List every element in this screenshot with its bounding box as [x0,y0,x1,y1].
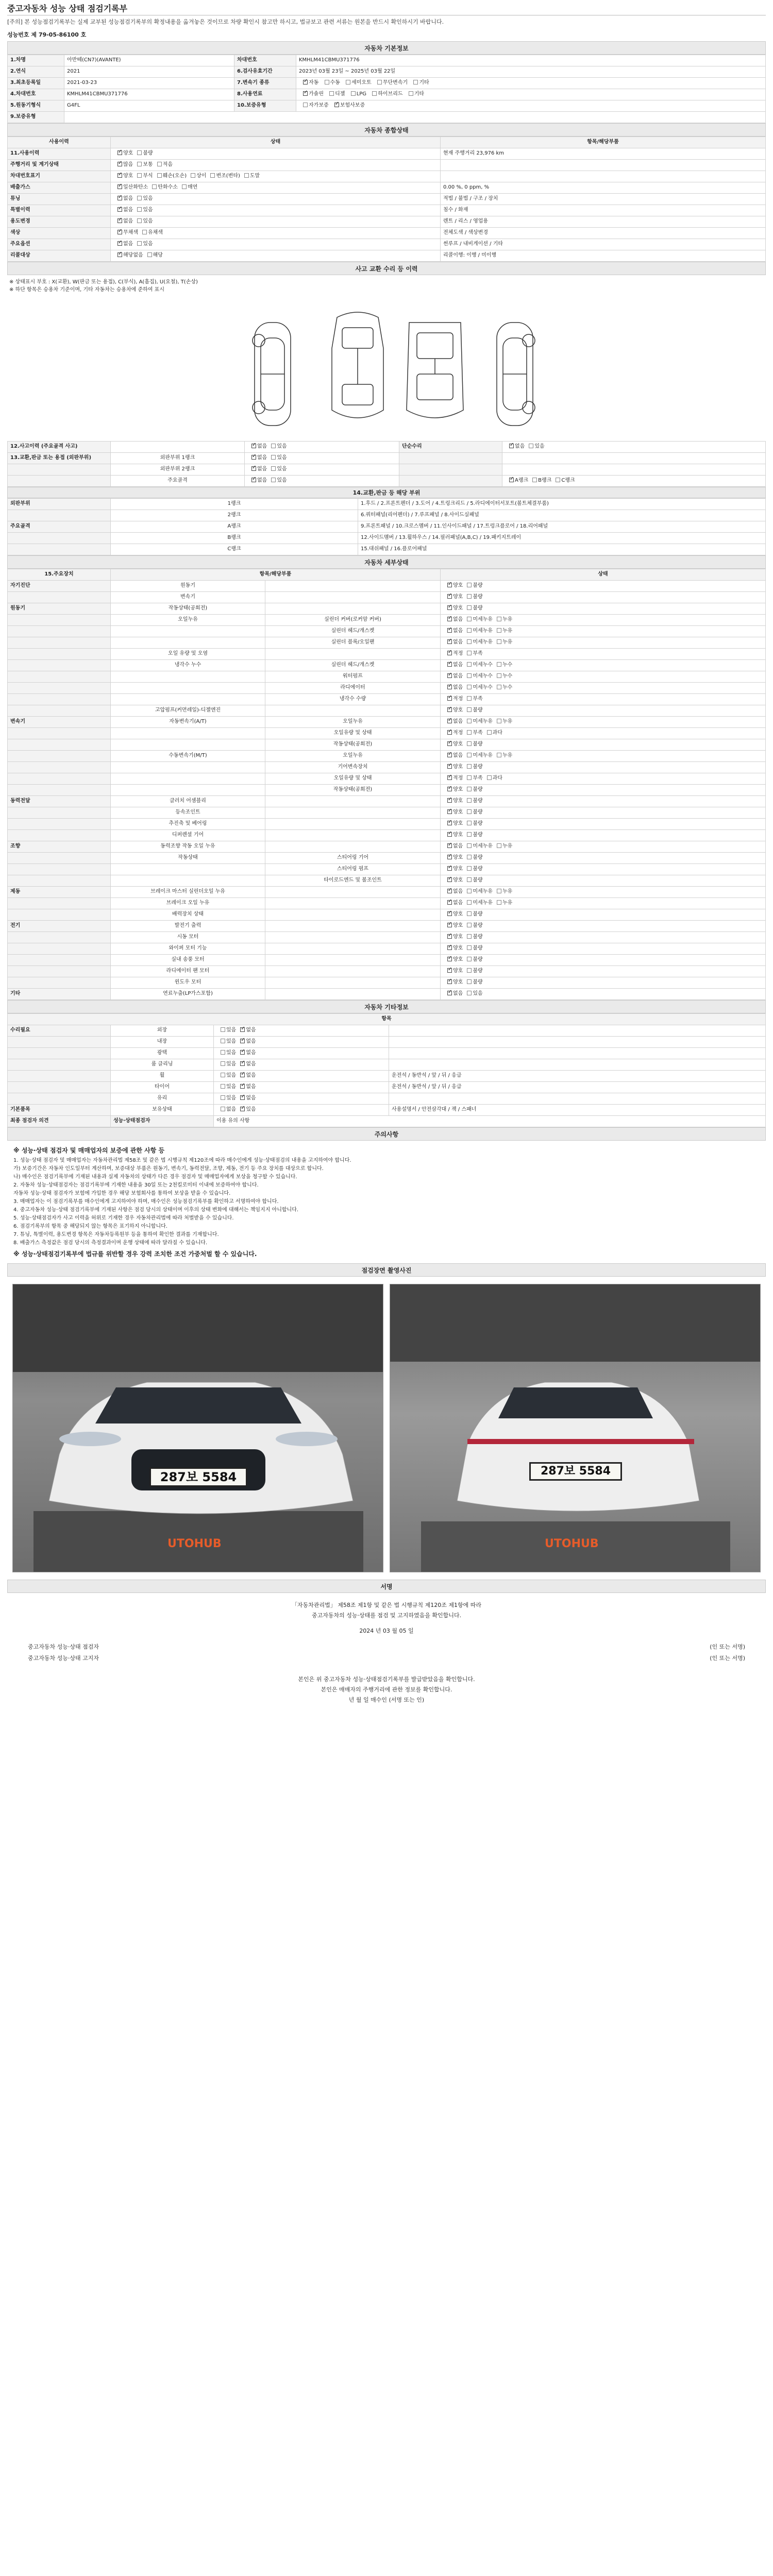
detail-row: 디퍼렌셜 기어 ✓ 양호 불량 [8,830,766,841]
checkbox-checked-icon [117,252,122,257]
detail-row: 제동 브레이크 마스터 실린더오일 누유 ✓ 없음 미세누유 누유 [8,887,766,898]
fuel-options: ✓ 가솔린 디젤 LPG 하이브리드 기타 [296,89,766,100]
photo-area [7,1277,766,1580]
caution-line: 자동차 성능·상태 점검자가 보험에 가입한 경우 해당 보험회사를 통하여 보상을 받을 수 있습니다. [13,1191,231,1196]
checkbox-checked-icon [447,662,452,667]
checkbox-icon [467,639,472,644]
basic-row-first-reg: 3.최초등록일 2021-03-23 7.변속기 종류 ✓ 자동 수동 세미오토 무단변속기 기타 [8,78,766,89]
checkbox-checked-icon [447,877,452,882]
general-state-table [7,137,766,262]
checkbox-checked-icon [334,103,339,107]
checkbox-icon [487,730,492,735]
checkbox-checked-icon [251,455,256,460]
checkbox-icon [467,741,472,746]
checkbox-icon [221,1039,225,1043]
general-row: 용도변경 ✓ 없음 있음 렌트 / 리스 / 영업용 [8,216,766,228]
checkbox-checked-icon [447,753,452,757]
checkbox-icon [532,478,537,482]
checkbox-icon [497,685,501,689]
checkbox-checked-icon [251,466,256,471]
checkbox-checked-icon [447,787,452,791]
checkbox-checked-icon [117,184,122,189]
checkbox-checked-icon [509,444,514,448]
checkbox-checked-icon [447,696,452,701]
checkbox-icon [210,173,215,178]
checkbox-checked-icon [447,991,452,995]
checkbox-icon [191,173,195,178]
checkbox-icon [497,617,501,621]
general-row: 주행거리 및 계기상태 ✓ 많음 보통 적음 [8,160,766,171]
detail-row: 원동기 작동상태(공회전) ✓ 양호 불량 [8,603,766,615]
certificate-number: 성능번호 제 79-05-86100 호 [7,31,87,38]
detail-row: 실내 송풍 모터 ✓ 양호 불량 [8,955,766,966]
car-front-photo-icon [13,1284,383,1572]
checkbox-icon [467,662,472,667]
detail-row: 브레이크 오일 누유 ✓ 없음 미세누유 누유 [8,898,766,909]
checkbox-icon [137,173,142,178]
checkbox-icon [346,80,350,84]
caution-line: 1. 성능·상태 점검자 및 매매업자는 자동차관리법 제58조 및 같은 법 시행규칙 제120조에 따라 매수인에게 성능·상태점검의 내용을 고지하여야 합니다. [13,1158,351,1163]
checkbox-icon [497,719,501,723]
basic-row-year: 2.연식 2021 6.검사유효기간 2023년 03월 23일 ~ 2025년 03월 22일 [8,66,766,78]
general-state-body [8,148,766,262]
inspection-logo-rear: UTOHUB [545,1537,599,1550]
checkbox-icon [221,1084,225,1089]
checkbox-checked-icon [447,583,452,587]
checkbox-checked-icon [447,628,452,633]
detail-row: 와이퍼 모터 기능 ✓ 양호 불량 [8,943,766,955]
detail-row: 냉각수 누수 실린더 헤드/개스켓 ✓ 없음 미세누수 누수 [8,660,766,671]
damage-part-row: 주요골격 A랭크 9.프론트패널 / 10.크로스멤버 / 11.인사이드패널 / 17.트렁크플로어 / 18.리어패널 [8,521,766,533]
detail-row: 변속기 자동변속기(A/T) 오일누유 ✓ 없음 미세누유 누유 [8,717,766,728]
checkbox-icon [137,162,142,166]
checkbox-icon [467,719,472,723]
damage-row: 13.교환,판금 또는 용접 (외판부위) 외판부위 1랭크 ✓ 없음 있음 [8,453,766,464]
checkbox-icon [467,730,472,735]
basic-row-engine: 5.원동기형식 G4FL 10.보증유형 자가보증 ✓ 보험사보증 [8,100,766,112]
checkbox-icon [147,252,152,257]
checkbox-icon [137,207,142,212]
checkbox-checked-icon [240,1039,245,1043]
checkbox-icon [221,1073,225,1077]
checkbox-icon [467,753,472,757]
checkbox-icon [271,444,276,448]
checkbox-checked-icon [447,617,452,621]
signature-date: 2024 년 03 월 05 일 [359,1628,414,1634]
other-row: 기본품목 보유상태 없음✓ 있음 사용설명서 / 안전삼각대 / 잭 / 스패너 [8,1105,766,1116]
checkbox-checked-icon [447,957,452,961]
checkbox-icon [137,196,142,200]
checkbox-icon [467,673,472,678]
checkbox-icon [467,628,472,633]
checkbox-icon [244,173,249,178]
signature-inspector-row: 중고자동차 성능·상태 점검자 (인 또는 서명) [28,1643,745,1650]
detail-row: 기타 연료누출(LP가스포함) ✓ 없음 있음 [8,989,766,1000]
checkbox-checked-icon [447,923,452,927]
checkbox-checked-icon [447,651,452,655]
caution-line: 8. 배출가스 측정값은 점검 당시의 측정결과이며 운행 상태에 따라 달라질 수 있습니다. [13,1240,208,1246]
detail-row: 작동상태(공회전) ✓ 양호 불량 [8,785,766,796]
checkbox-icon [142,230,147,234]
checkbox-checked-icon [303,91,308,96]
checkbox-icon [467,617,472,621]
other-info-table [7,1013,766,1127]
other-row: 수리필요 외장 있음✓ 없음 [8,1025,766,1037]
caution-line: 3. 매매업자는 이 점검기록부를 매수인에게 고지하여야 하며, 매수인은 성능점검기록부를 확인하고 서명하여야 합니다. [13,1199,279,1205]
checkbox-checked-icon [509,478,514,482]
checkbox-icon [152,184,157,189]
checkbox-icon [467,979,472,984]
document-notice: [주의] 본 성능점검기록부는 실제 교부된 성능점검기록부의 확정내용을 옮겨놓은 것이므로 차량 확인시 참고만 하시고, 법규보고 관련 서류는 원본을 반드시 확인하시기 바랍니다. [7,19,444,25]
checkbox-icon [409,91,413,96]
checkbox-checked-icon [117,241,122,246]
checkbox-checked-icon [447,934,452,939]
detail-row: 워터펌프 ✓ 없음 미세누수 누수 [8,671,766,683]
general-row: 11.사용이력 ✓ 양호 불량 현재 주행거리 23,976 km [8,148,766,160]
basic-row-vin: 4.차대번호 KMHLM41CBMU371776 8.사용연료 ✓ 가솔린 디젤 LPG 하이브리드 기타 [8,89,766,100]
checkbox-checked-icon [117,196,122,200]
checkbox-icon [467,605,472,610]
checkbox-checked-icon [240,1095,245,1100]
checkbox-checked-icon [447,821,452,825]
detail-row: 기어변속장치 ✓ 양호 불량 [8,762,766,773]
checkbox-checked-icon [447,809,452,814]
caution-line: 4. 중고자동차 성능·상태 점검기록부에 기재된 사항은 점검 당시의 상태이며 이후의 상태 변화에 대해서는 책임지지 아니합니다. [13,1207,299,1213]
checkbox-checked-icon [240,1073,245,1077]
checkbox-checked-icon [117,207,122,212]
detail-row: 실린더 헤드/개스켓 ✓ 없음 미세누유 누유 [8,626,766,637]
checkbox-icon [467,696,472,701]
checkbox-icon [529,444,533,448]
checkbox-icon [497,639,501,644]
caution-line: 5. 성능·상태점검자가 사고 이력을 허위로 기재한 경우 자동차관리법에 따라 처벌받을 수 있습니다. [13,1215,234,1221]
checkbox-checked-icon [447,707,452,712]
checkbox-checked-icon [117,218,122,223]
checkbox-icon [467,843,472,848]
inspection-logo-front: UTOHUB [167,1537,222,1550]
checkbox-icon [329,91,334,96]
detail-row: 시동 모터 ✓ 양호 불량 [8,932,766,943]
caution-line: 7. 튜닝, 특별이력, 용도변경 항목은 자동차등록원부 등을 통하여 확인한 결과를 기재합니다. [13,1232,219,1238]
checkbox-icon [137,218,142,223]
checkbox-checked-icon [447,900,452,905]
detail-row: 냉각수 수량 ✓ 적정 부족 [8,694,766,705]
detail-row: 윈도우 모터 ✓ 양호 불량 [8,977,766,989]
car-diagram [7,297,766,441]
checkbox-checked-icon [447,639,452,644]
detail-row: 변속기 ✓ 양호 불량 [8,592,766,603]
general-row: 차대번호표기 ✓ 양호 부식 훼손(오손) 상이 변조(변타) 도말 [8,171,766,182]
checkbox-icon [377,80,382,84]
car-left-side-icon [253,323,291,426]
damage-parts-body [8,499,766,555]
checkbox-checked-icon [251,478,256,482]
checkbox-checked-icon [447,605,452,610]
checkbox-icon [467,968,472,973]
detail-row: 추진축 및 베어링 ✓ 양호 불량 [8,819,766,830]
detail-row: 조향 동력조향 작동 오일 누유 ✓ 없음 미세누유 누유 [8,841,766,853]
detail-row: 오일유량 및 상태 ✓ 적정 부족 과다 [8,728,766,739]
general-row: 튜닝 ✓ 없음 있음 적법 / 불법 / 구조 / 장치 [8,194,766,205]
checkbox-icon [467,685,472,689]
car-right-side-icon [497,323,535,426]
damage-row: 외판부위 2랭크 ✓ 없음 있음 [8,464,766,476]
general-row: 배출가스 ✓ 일산화탄소 탄화수소 매연 0.00 %, 0 ppm, % [8,182,766,194]
section-basic-info: 자동차 기본정보 [7,41,766,55]
checkbox-checked-icon [447,685,452,689]
checkbox-icon [137,241,142,246]
checkbox-icon [271,455,276,460]
checkbox-icon [467,651,472,655]
detail-state-table [7,569,766,1000]
general-head-row: 사용이력 상태 항목/해당부품 [8,137,766,148]
checkbox-icon [351,91,356,96]
car-top-front-icon [332,312,383,418]
checkbox-icon [467,889,472,893]
checkbox-checked-icon [117,162,122,166]
detail-row: 오일유량 및 상태 ✓ 적정 부족 과다 [8,773,766,785]
detail-row: 등속조인트 ✓ 양호 불량 [8,807,766,819]
section-damage-history: 사고 교환 수리 등 이력 [7,262,766,275]
damage-row: 주요골격 ✓ 없음 있음 ✓ A랭크 B랭크 C랭크 [8,476,766,487]
checkbox-checked-icon [447,832,452,837]
checkbox-icon [467,945,472,950]
general-row: 특별이력 ✓ 없음 있음 침수 / 화재 [8,205,766,216]
general-row: 리콜대상 ✓ 해당없음 해당 리콜이행: 이행 / 미이행 [8,250,766,262]
checkbox-icon [497,662,501,667]
detail-row: 스티어링 펌프 ✓ 양호 불량 [8,864,766,875]
checkbox-icon [467,855,472,859]
checkbox-checked-icon [303,80,308,84]
checkbox-checked-icon [447,945,452,950]
section-caution: 주의사항 [7,1127,766,1141]
checkbox-icon [497,843,501,848]
checkbox-icon [221,1107,225,1111]
checkbox-checked-icon [447,764,452,769]
checkbox-checked-icon [447,798,452,803]
caution-title: ※ 성능·상태 점검자 및 매매업자의 보증에 관한 사항 등 [13,1147,165,1154]
section-detail-state: 자동차 세부상태 [7,555,766,569]
detail-row: 라디에이터 ✓ 없음 미세누수 누수 [8,683,766,694]
detail-row: 고압펌프(커먼레일)-디젤엔진 ✓ 양호 불량 [8,705,766,717]
general-row: 주요옵션 ✓ 없음 있음 썬루프 / 내비게이션 / 기타 [8,239,766,250]
detail-row: 작동상태(공회전) ✓ 양호 불량 [8,739,766,751]
buyer-confirm-block: 본인은 위 중고자동차 성능·상태점검기록부를 발급받았음을 확인합니다. 본인은 매매자의 주행거리에 관한 정보를 확인합니다. 년 월 일 매수인 (서명 또는 인) [298,1676,475,1703]
checkbox-checked-icon [447,719,452,723]
checkbox-icon [271,478,276,482]
damage-part-row: C랭크 15.대쉬패널 / 16.플로어패널 [8,544,766,555]
license-plate-front: 287보 5584 [149,1467,247,1487]
car-top-rear-icon [407,323,463,418]
checkbox-icon [303,103,308,107]
checkbox-checked-icon [447,855,452,859]
basic-row-name: 1.차명 아반떼(CN7)(AVANTE) 차대번호 KMHLM41CBMU371776 [8,55,766,66]
detail-head-row: 15.주요장치 항목/해당부품 상태 [8,569,766,581]
detail-row: 동력전달 클러치 어셈블리 ✓ 양호 불량 [8,796,766,807]
checkbox-icon [467,877,472,882]
checkbox-icon [497,900,501,905]
checkbox-icon [221,1061,225,1066]
warranty-options: 자가보증 ✓ 보험사보증 [296,100,766,112]
checkbox-checked-icon [447,741,452,746]
checkbox-icon [467,934,472,939]
checkbox-icon [467,707,472,712]
checkbox-icon [413,80,418,84]
section-signature: 서명 [7,1580,766,1593]
checkbox-icon [467,594,472,599]
checkbox-checked-icon [447,775,452,780]
car-outline-diagram [7,297,766,441]
checkbox-checked-icon [251,444,256,448]
other-row: 룸 클리닝 있음✓ 없음 [8,1059,766,1071]
detail-row: 오일 유량 및 오염 ✓ 적정 부족 [8,649,766,660]
checkbox-checked-icon [447,968,452,973]
checkbox-icon [487,775,492,780]
other-row: 휠 있음✓ 없음 운전석 / 동반석 / 앞 / 뒤 / 응급 [8,1071,766,1082]
detail-row: 수동변속기(M/T) 오일누유 ✓ 없음 미세누유 누유 [8,751,766,762]
checkbox-checked-icon [117,173,122,178]
caution-lines [13,1157,760,1247]
detail-row: 자기진단 원동기 ✓ 양호 불량 [8,581,766,592]
checkbox-icon [467,866,472,871]
checkbox-icon [497,753,501,757]
damage-part-row: 외판부위 1랭크 1.후드 / 2.프론트펜더 / 3.도어 / 4.트렁크리드 / 5.라디에이터서포트(볼트체결부품) [8,499,766,510]
other-info-body [8,1025,766,1116]
caution-block [7,1141,766,1263]
checkbox-icon [467,832,472,837]
section-photos: 점검장면 촬영사진 [7,1263,766,1277]
checkbox-checked-icon [117,230,122,234]
checkbox-icon [497,889,501,893]
damage-row: 12.사고이력 (주요골격 사고) ✓ 없음 있음 단순수리 ✓ 없음 있음 [8,442,766,453]
checkbox-checked-icon [447,866,452,871]
checkbox-checked-icon [447,730,452,735]
other-row: 타이어 있음✓ 없음 운전석 / 동반석 / 앞 / 뒤 / 응급 [8,1082,766,1093]
general-row: 색상 ✓ 무채색 유채색 전체도색 / 색상변경 [8,228,766,239]
caution-line: 6. 점검기록부의 항목 중 해당되지 않는 항목은 표기하지 아니합니다. [13,1224,167,1229]
damage-legend: ※ 상태표시 부호 : X(교환), W(판금 또는 용접), C(부식), A(흠집), U(요철), T(손상) ※ 하단 항목은 승용차 기준이며, 기타 자동차는 승용차에 준하여 표시 [9,279,198,293]
detail-row: 작동상태 스티어링 기어 ✓ 양호 불량 [8,853,766,864]
document-title: 중고자동차 성능 상태 점검기록부 [7,2,766,15]
checkbox-icon [221,1050,225,1055]
caution-line: 가) 보증기간은 자동차 인도일부터 계산하며, 보증대상 부품은 원동기, 변속기, 동력전달, 조향, 제동, 전기 등 주요 장치를 대상으로 합니다. [13,1166,324,1172]
checkbox-icon [271,466,276,471]
damage-history-table [7,441,766,487]
checkbox-icon [157,173,162,178]
checkbox-checked-icon [447,673,452,678]
basic-row-warranty: 9.보증유형 [8,112,766,123]
checkbox-checked-icon [447,911,452,916]
checkbox-icon [221,1095,225,1100]
checkbox-icon [497,673,501,678]
damage-part-row: 2랭크 6.쿼터패널(리어펜더) / 7.루프패널 / 8.사이드실패널 [8,510,766,521]
caution-line: 나) 매수인은 점검기록부에 기재된 내용과 실제 자동차의 상태가 다른 경우 점검자 및 매매업자에게 보상을 청구할 수 있습니다. [13,1174,297,1180]
checkbox-checked-icon [240,1027,245,1032]
other-row: 유리 있음✓ 없음 [8,1093,766,1105]
checkbox-checked-icon [117,150,122,155]
checkbox-icon [467,821,472,825]
inspection-photo-rear [390,1284,761,1572]
checkbox-checked-icon [240,1084,245,1089]
other-row: 내장 있음✓ 없음 [8,1037,766,1048]
checkbox-icon [157,162,162,166]
signature-notifier-row: 중고자동차 성능·상태 고지자 (인 또는 서명) [28,1655,745,1662]
checkbox-checked-icon [447,889,452,893]
caution-line: 2. 자동차 성능·상태점검자는 점검기록부에 기재한 내용을 30일 또는 2천킬로미터 이내에 보증하여야 합니다. [13,1182,259,1188]
checkbox-icon [467,809,472,814]
checkbox-icon [467,911,472,916]
checkbox-icon [467,787,472,791]
checkbox-checked-icon [447,979,452,984]
checkbox-icon [182,184,187,189]
checkbox-icon [137,150,142,155]
detail-row: 배력장치 상태 ✓ 양호 불량 [8,909,766,921]
transmission-options: ✓ 자동 수동 세미오토 무단변속기 기타 [296,78,766,89]
damage-parts-table [7,498,766,555]
section-other-info: 자동차 기타정보 [7,1000,766,1013]
checkbox-checked-icon [240,1050,245,1055]
checkbox-icon [372,91,377,96]
checkbox-icon [467,991,472,995]
detail-row: 타이로드엔드 및 볼조인트 ✓ 양호 불량 [8,875,766,887]
checkbox-icon [467,957,472,961]
damage-history-body [8,442,766,487]
checkbox-icon [556,478,560,482]
checkbox-checked-icon [240,1107,245,1111]
caution-bottom: ※ 성능·상태점검기록부에 법규를 위반할 경우 강력 조치한 조건 가중처벌 할 수 있습니다. [13,1250,257,1258]
final-opinion-row: 최종 점검자 의견 성능·상태점검자 이용 유의 사항 [8,1116,766,1127]
damage-part-row: B랭크 12.사이드멤버 / 13.휠하우스 / 14.필러패널(A,B,C) / 19.패키지트레이 [8,533,766,544]
detail-row: 전기 발전기 출력 ✓ 양호 불량 [8,921,766,932]
basic-info-table [7,55,766,123]
section-general-state: 자동차 종합상태 [7,123,766,137]
detail-row: 오일누유 실린더 커버(로커암 커버) ✓ 없음 미세누유 누유 [8,615,766,626]
other-row: 광택 있음✓ 없음 [8,1048,766,1059]
inspection-photo-front [12,1284,383,1572]
other-head-row: 항목 [8,1014,766,1025]
damage-parts-title: 14.교환,판금 등 해당 부위 [7,487,766,498]
checkbox-icon [467,798,472,803]
checkbox-icon [467,764,472,769]
detail-row: 실린더 블록/오일팬 ✓ 없음 미세누유 누유 [8,637,766,649]
checkbox-icon [467,583,472,587]
car-rear-photo-icon [390,1284,761,1572]
checkbox-checked-icon [447,843,452,848]
checkbox-checked-icon [447,594,452,599]
checkbox-checked-icon [240,1061,245,1066]
detail-state-body [8,581,766,1000]
checkbox-icon [467,923,472,927]
license-plate-rear: 287보 5584 [529,1462,622,1481]
detail-row: 라디에이터 팬 모터 ✓ 양호 불량 [8,966,766,977]
checkbox-icon [497,628,501,633]
checkbox-icon [467,900,472,905]
checkbox-icon [467,775,472,780]
checkbox-icon [325,80,329,84]
signature-block: 「자동차관리법」 제58조 제1항 및 같은 법 시행규칙 제120조 제1항에 따라 중고자동차의 성능·상태를 점검 및 고지하였음을 확인합니다. 2024 년 03 월 05 일 [7,1593,766,1636]
checkbox-icon [221,1027,225,1032]
